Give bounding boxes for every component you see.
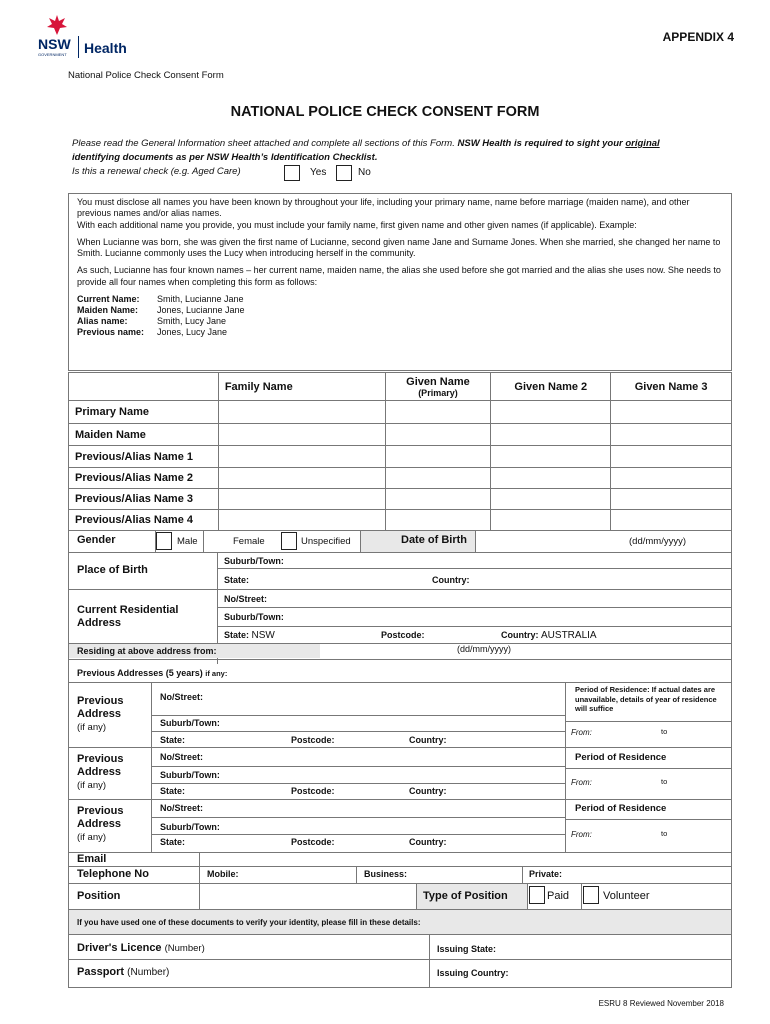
issuing-state-field[interactable]: Issuing State: <box>437 944 497 954</box>
name-input[interactable] <box>491 424 611 446</box>
place-of-birth-label: Place of Birth <box>77 564 148 576</box>
disclosure-box: You must disclose all names you have been known by throughout your life, including your primary name, name before marriage (maiden name), and other previous names and/or alias names. With each additional name you provide, you must include your family name, first given name and other given names (if applicable). Example: When Lucianne was born, she was given the first name of Lucianne, second given name Jane and Surname Jones. When she married, she changed her name to Smith. Lucianne commonly uses the Lucy when introducing herself in the community. As such, Lucianne has four known names – her current name, maiden name, the alias she used before she got married and the alias she uses now. She needs to provide all four names when completing this form as follows: Current Name: Smith, Lucianne Jane Maiden Name: Jones, Lucianne Jane Alias name: Smith, Lucy Jane Previous name: Jones, Lucy Jane <box>68 193 732 371</box>
name-input[interactable] <box>385 446 491 468</box>
issuing-country-field[interactable]: Issuing Country: <box>437 968 509 978</box>
nsw-health-logo <box>38 14 134 60</box>
prev2-street-field[interactable]: No/Street: <box>160 752 204 762</box>
cur-country-field[interactable]: Country: AUSTRALIA <box>501 630 597 641</box>
paid-label: Paid <box>547 890 570 902</box>
gender-male-label: Male <box>177 536 198 547</box>
pob-country-field[interactable]: Country: <box>432 575 470 585</box>
name-input[interactable] <box>491 468 611 489</box>
name-input[interactable] <box>611 401 732 424</box>
prev3-suburb-field[interactable]: Suburb/Town: <box>160 822 220 832</box>
name-input[interactable] <box>218 489 385 510</box>
row-label: Maiden Name <box>69 424 219 446</box>
prev2-period-label: Period of Residence <box>575 752 667 763</box>
mobile-field[interactable]: Mobile: <box>207 869 239 879</box>
row-label: Previous/Alias Name 1 <box>69 446 219 468</box>
prev3-from-field[interactable]: From: <box>571 830 592 839</box>
paid-checkbox[interactable] <box>529 886 545 904</box>
residing-from-field[interactable]: (dd/mm/yyyy) <box>457 644 511 654</box>
renewal-yes-checkbox[interactable] <box>284 165 300 181</box>
renewal-yes-label: Yes <box>310 167 327 178</box>
prev-address-2-label: Previous Address (if any) <box>77 753 124 791</box>
example-names: Current Name: Smith, Lucianne Jane Maiden Name: Jones, Lucianne Jane Alias name: Smith, Lucy Jane Previous name: Jones, Lucy Jane <box>77 294 245 338</box>
name-input[interactable] <box>611 489 732 510</box>
row-label: Previous/Alias Name 4 <box>69 510 219 531</box>
prev3-country-field[interactable]: Country: <box>409 837 447 847</box>
cur-state-field[interactable]: State: NSW <box>224 630 275 641</box>
prev2-from-field[interactable]: From: <box>571 778 592 787</box>
gender-male-checkbox[interactable] <box>156 532 172 550</box>
col-given-name-3: Given Name 3 <box>611 373 732 401</box>
private-field[interactable]: Private: <box>529 869 563 879</box>
appendix-label: APPENDIX 4 <box>662 30 734 44</box>
type-of-position-label: Type of Position <box>423 890 508 902</box>
row-label: Previous/Alias Name 2 <box>69 468 219 489</box>
name-input[interactable] <box>218 510 385 531</box>
pob-state-field[interactable]: State: <box>224 575 250 585</box>
volunteer-checkbox[interactable] <box>583 886 599 904</box>
period-note: Period of Residence: If actual dates are unavailable, details of year of residence will suffice <box>575 685 717 713</box>
prev-addresses-heading: Previous Addresses (5 years) if any: <box>77 668 228 678</box>
intro-text: Please read the General Information sheet attached and complete all sections of this Form. NSW Health is required to sight your original identifying documents as per NSW Health’s Identification Checklist. <box>72 138 660 163</box>
prev-address-3-label: Previous Address (if any) <box>77 805 124 843</box>
name-input[interactable] <box>491 401 611 424</box>
name-input[interactable] <box>385 468 491 489</box>
waratah-icon <box>46 14 68 36</box>
name-input[interactable] <box>611 446 732 468</box>
name-input[interactable] <box>385 489 491 510</box>
email-label: Email <box>77 853 107 865</box>
page-title: NATIONAL POLICE CHECK CONSENT FORM <box>230 104 540 120</box>
prev1-state-field[interactable]: State: <box>160 735 186 745</box>
prev3-postcode-field[interactable]: Postcode: <box>291 837 335 847</box>
renewal-no-label: No <box>358 167 371 178</box>
current-address-label: Current Residential Address <box>77 604 179 629</box>
cur-postcode-field[interactable]: Postcode: <box>381 630 425 640</box>
logo-health: Health <box>84 40 127 56</box>
prev1-country-field[interactable]: Country: <box>409 735 447 745</box>
email-field[interactable] <box>200 853 731 865</box>
documents-note: If you have used one of these documents to verify your identity, please fill in these details: <box>77 918 421 927</box>
prev1-suburb-field[interactable]: Suburb/Town: <box>160 718 220 728</box>
names-table <box>68 372 732 531</box>
name-input[interactable] <box>611 510 732 531</box>
name-input[interactable] <box>385 510 491 531</box>
prev3-to-field[interactable]: to <box>661 829 668 838</box>
residing-from-label: Residing at above address from: <box>77 646 217 656</box>
name-input[interactable] <box>385 401 491 424</box>
passport-label: Passport (Number) <box>77 966 170 978</box>
cur-suburb-field[interactable]: Suburb/Town: <box>224 612 284 622</box>
telephone-label: Telephone No <box>77 868 149 880</box>
prev1-to-field[interactable]: to <box>661 727 668 736</box>
renewal-question: Is this a renewal check (e.g. Aged Care) <box>72 166 241 177</box>
logo-nsw: NSW <box>38 36 71 52</box>
name-input[interactable] <box>218 446 385 468</box>
volunteer-label: Volunteer <box>603 890 650 902</box>
form-subtitle: National Police Check Consent Form <box>68 70 224 81</box>
name-input[interactable] <box>491 446 611 468</box>
footer-revision: ESRU 8 Reviewed November 2018 <box>598 999 724 1008</box>
drivers-licence-label: Driver's Licence (Number) <box>77 942 205 954</box>
prev2-state-field[interactable]: State: <box>160 786 186 796</box>
gender-unspecified-label: Unspecified <box>301 536 351 547</box>
prev1-postcode-field[interactable]: Postcode: <box>291 735 335 745</box>
prev2-suburb-field[interactable]: Suburb/Town: <box>160 770 220 780</box>
name-input[interactable] <box>218 468 385 489</box>
name-input[interactable] <box>218 401 385 424</box>
renewal-no-checkbox[interactable] <box>336 165 352 181</box>
gender-label: Gender <box>77 534 116 546</box>
name-input[interactable] <box>491 489 611 510</box>
position-label: Position <box>77 890 121 902</box>
prev3-street-field[interactable]: No/Street: <box>160 803 204 813</box>
logo-government: GOVERNMENT <box>38 52 67 57</box>
gender-female-label: Female <box>233 536 265 547</box>
details-section <box>68 530 732 988</box>
name-input[interactable] <box>611 424 732 446</box>
prev1-street-field[interactable]: No/Street: <box>160 692 204 702</box>
dob-label: Date of Birth <box>401 534 467 546</box>
position-field[interactable] <box>200 884 416 908</box>
name-input[interactable] <box>385 424 491 446</box>
col-given-name-2: Given Name 2 <box>491 373 611 401</box>
gender-female-checkbox[interactable] <box>281 532 297 550</box>
col-given-name: Given Name (Primary) <box>385 373 491 401</box>
business-field[interactable]: Business: <box>364 869 408 879</box>
prev-address-1-label: Previous Address (if any) <box>77 695 124 733</box>
prev3-state-field[interactable]: State: <box>160 837 186 847</box>
prev2-country-field[interactable]: Country: <box>409 786 447 796</box>
col-family-name: Family Name <box>218 373 385 401</box>
prev2-postcode-field[interactable]: Postcode: <box>291 786 335 796</box>
name-input[interactable] <box>218 424 385 446</box>
pob-suburb-field[interactable]: Suburb/Town: <box>224 556 284 566</box>
prev2-to-field[interactable]: to <box>661 777 668 786</box>
dob-format[interactable]: (dd/mm/yyyy) <box>629 536 686 547</box>
row-label: Primary Name <box>69 401 219 424</box>
prev1-from-field[interactable]: From: <box>571 728 592 737</box>
row-label: Previous/Alias Name 3 <box>69 489 219 510</box>
prev3-period-label: Period of Residence <box>575 803 667 814</box>
cur-street-field[interactable]: No/Street: <box>224 594 268 604</box>
name-input[interactable] <box>491 510 611 531</box>
name-input[interactable] <box>611 468 732 489</box>
